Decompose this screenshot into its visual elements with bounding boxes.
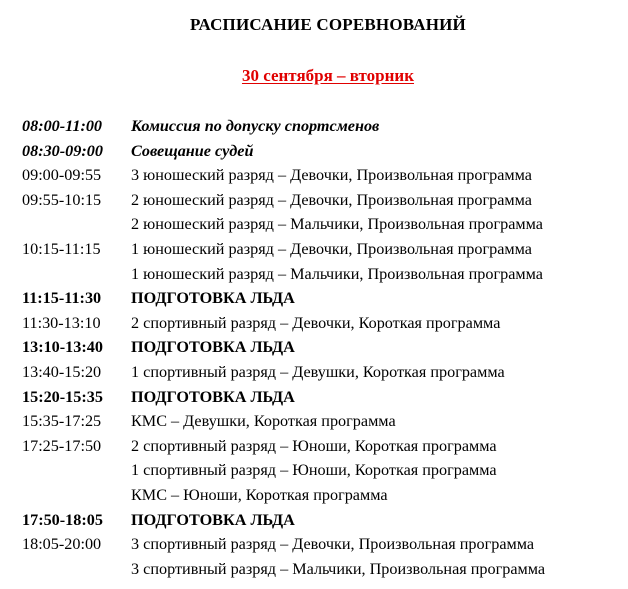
schedule-event: 2 юношеский разряд – Девочки, Произвольная программа [131, 190, 532, 209]
schedule-time: 15:35-17:25 [22, 412, 102, 431]
schedule-row [22, 139, 622, 164]
schedule-event: 2 юношеский разряд – Мальчики, Произвольная программа [131, 215, 543, 234]
schedule-row [22, 483, 622, 508]
schedule-event: 3 спортивный разряд – Девочки, Произвольная программа [131, 535, 535, 554]
schedule-row [22, 557, 622, 582]
schedule-event: ПОДГОТОВКА ЛЬДА [131, 387, 295, 406]
schedule-event: 3 юношеский разряд – Девочки, Произвольная программа [131, 166, 532, 185]
schedule-row [22, 311, 622, 336]
schedule-row [22, 409, 622, 434]
schedule-event: Совещание судей [131, 141, 254, 160]
schedule-time: 18:05-20:00 [22, 535, 102, 554]
schedule-time: 10:15-11:15 [22, 239, 101, 258]
schedule-list [22, 114, 622, 581]
schedule-event: ПОДГОТОВКА ЛЬДА [131, 510, 295, 529]
schedule-row [22, 360, 622, 385]
schedule-event: 2 спортивный разряд – Юноши, Короткая программа [131, 436, 497, 455]
schedule-row [22, 212, 622, 237]
schedule-event: 1 спортивный разряд – Юноши, Короткая программа [131, 461, 497, 480]
schedule-row [22, 114, 622, 139]
schedule-event: 1 юношеский разряд – Мальчики, Произвольная программа [131, 264, 543, 283]
schedule-row-ice-prep [22, 508, 622, 533]
schedule-event: 2 спортивный разряд – Девочки, Короткая программа [131, 313, 501, 332]
schedule-time: 13:40-15:20 [22, 362, 102, 381]
schedule-row [22, 188, 622, 213]
schedule-time: 08:00-11:00 [22, 117, 103, 135]
schedule-time: 17:25-17:50 [22, 436, 102, 455]
schedule-time: 13:10-13:40 [22, 338, 103, 357]
schedule-event: ПОДГОТОВКА ЛЬДА [131, 289, 295, 308]
schedule-event: КМС – Юноши, Короткая программа [131, 485, 388, 504]
schedule-event: 1 спортивный разряд – Девушки, Короткая программа [131, 362, 505, 381]
schedule-row-ice-prep [22, 286, 622, 311]
schedule-event: КМС – Девушки, Короткая программа [131, 412, 396, 431]
schedule-time: 08:30-09:00 [22, 141, 103, 160]
schedule-row [22, 262, 622, 287]
schedule-row [22, 237, 622, 262]
schedule-row [22, 163, 622, 188]
schedule-row [22, 434, 622, 459]
schedule-time: 15:20-15:35 [22, 387, 103, 406]
schedule-event: ПОДГОТОВКА ЛЬДА [131, 338, 295, 357]
schedule-time: 11:30-13:10 [22, 313, 101, 332]
schedule-date: 30 сентября – вторник [241, 66, 415, 85]
schedule-event: 1 юношеский разряд – Девочки, Произвольная программа [131, 239, 532, 258]
schedule-time: 17:50-18:05 [22, 510, 103, 529]
schedule-row-ice-prep [22, 385, 622, 410]
schedule-event: 3 спортивный разряд – Мальчики, Произвольная программа [131, 559, 546, 578]
schedule-row [22, 532, 622, 557]
schedule-row-ice-prep [22, 335, 622, 360]
schedule-title: РАСПИСАНИЕ СОРЕВНОВАНИЙ [190, 15, 466, 34]
schedule-event: Комиссия по допуску спортсменов [131, 117, 380, 135]
schedule-row [22, 458, 622, 483]
schedule-time: 09:00-09:55 [22, 166, 102, 185]
schedule-time: 09:55-10:15 [22, 190, 102, 209]
schedule-time: 11:15-11:30 [22, 289, 102, 308]
